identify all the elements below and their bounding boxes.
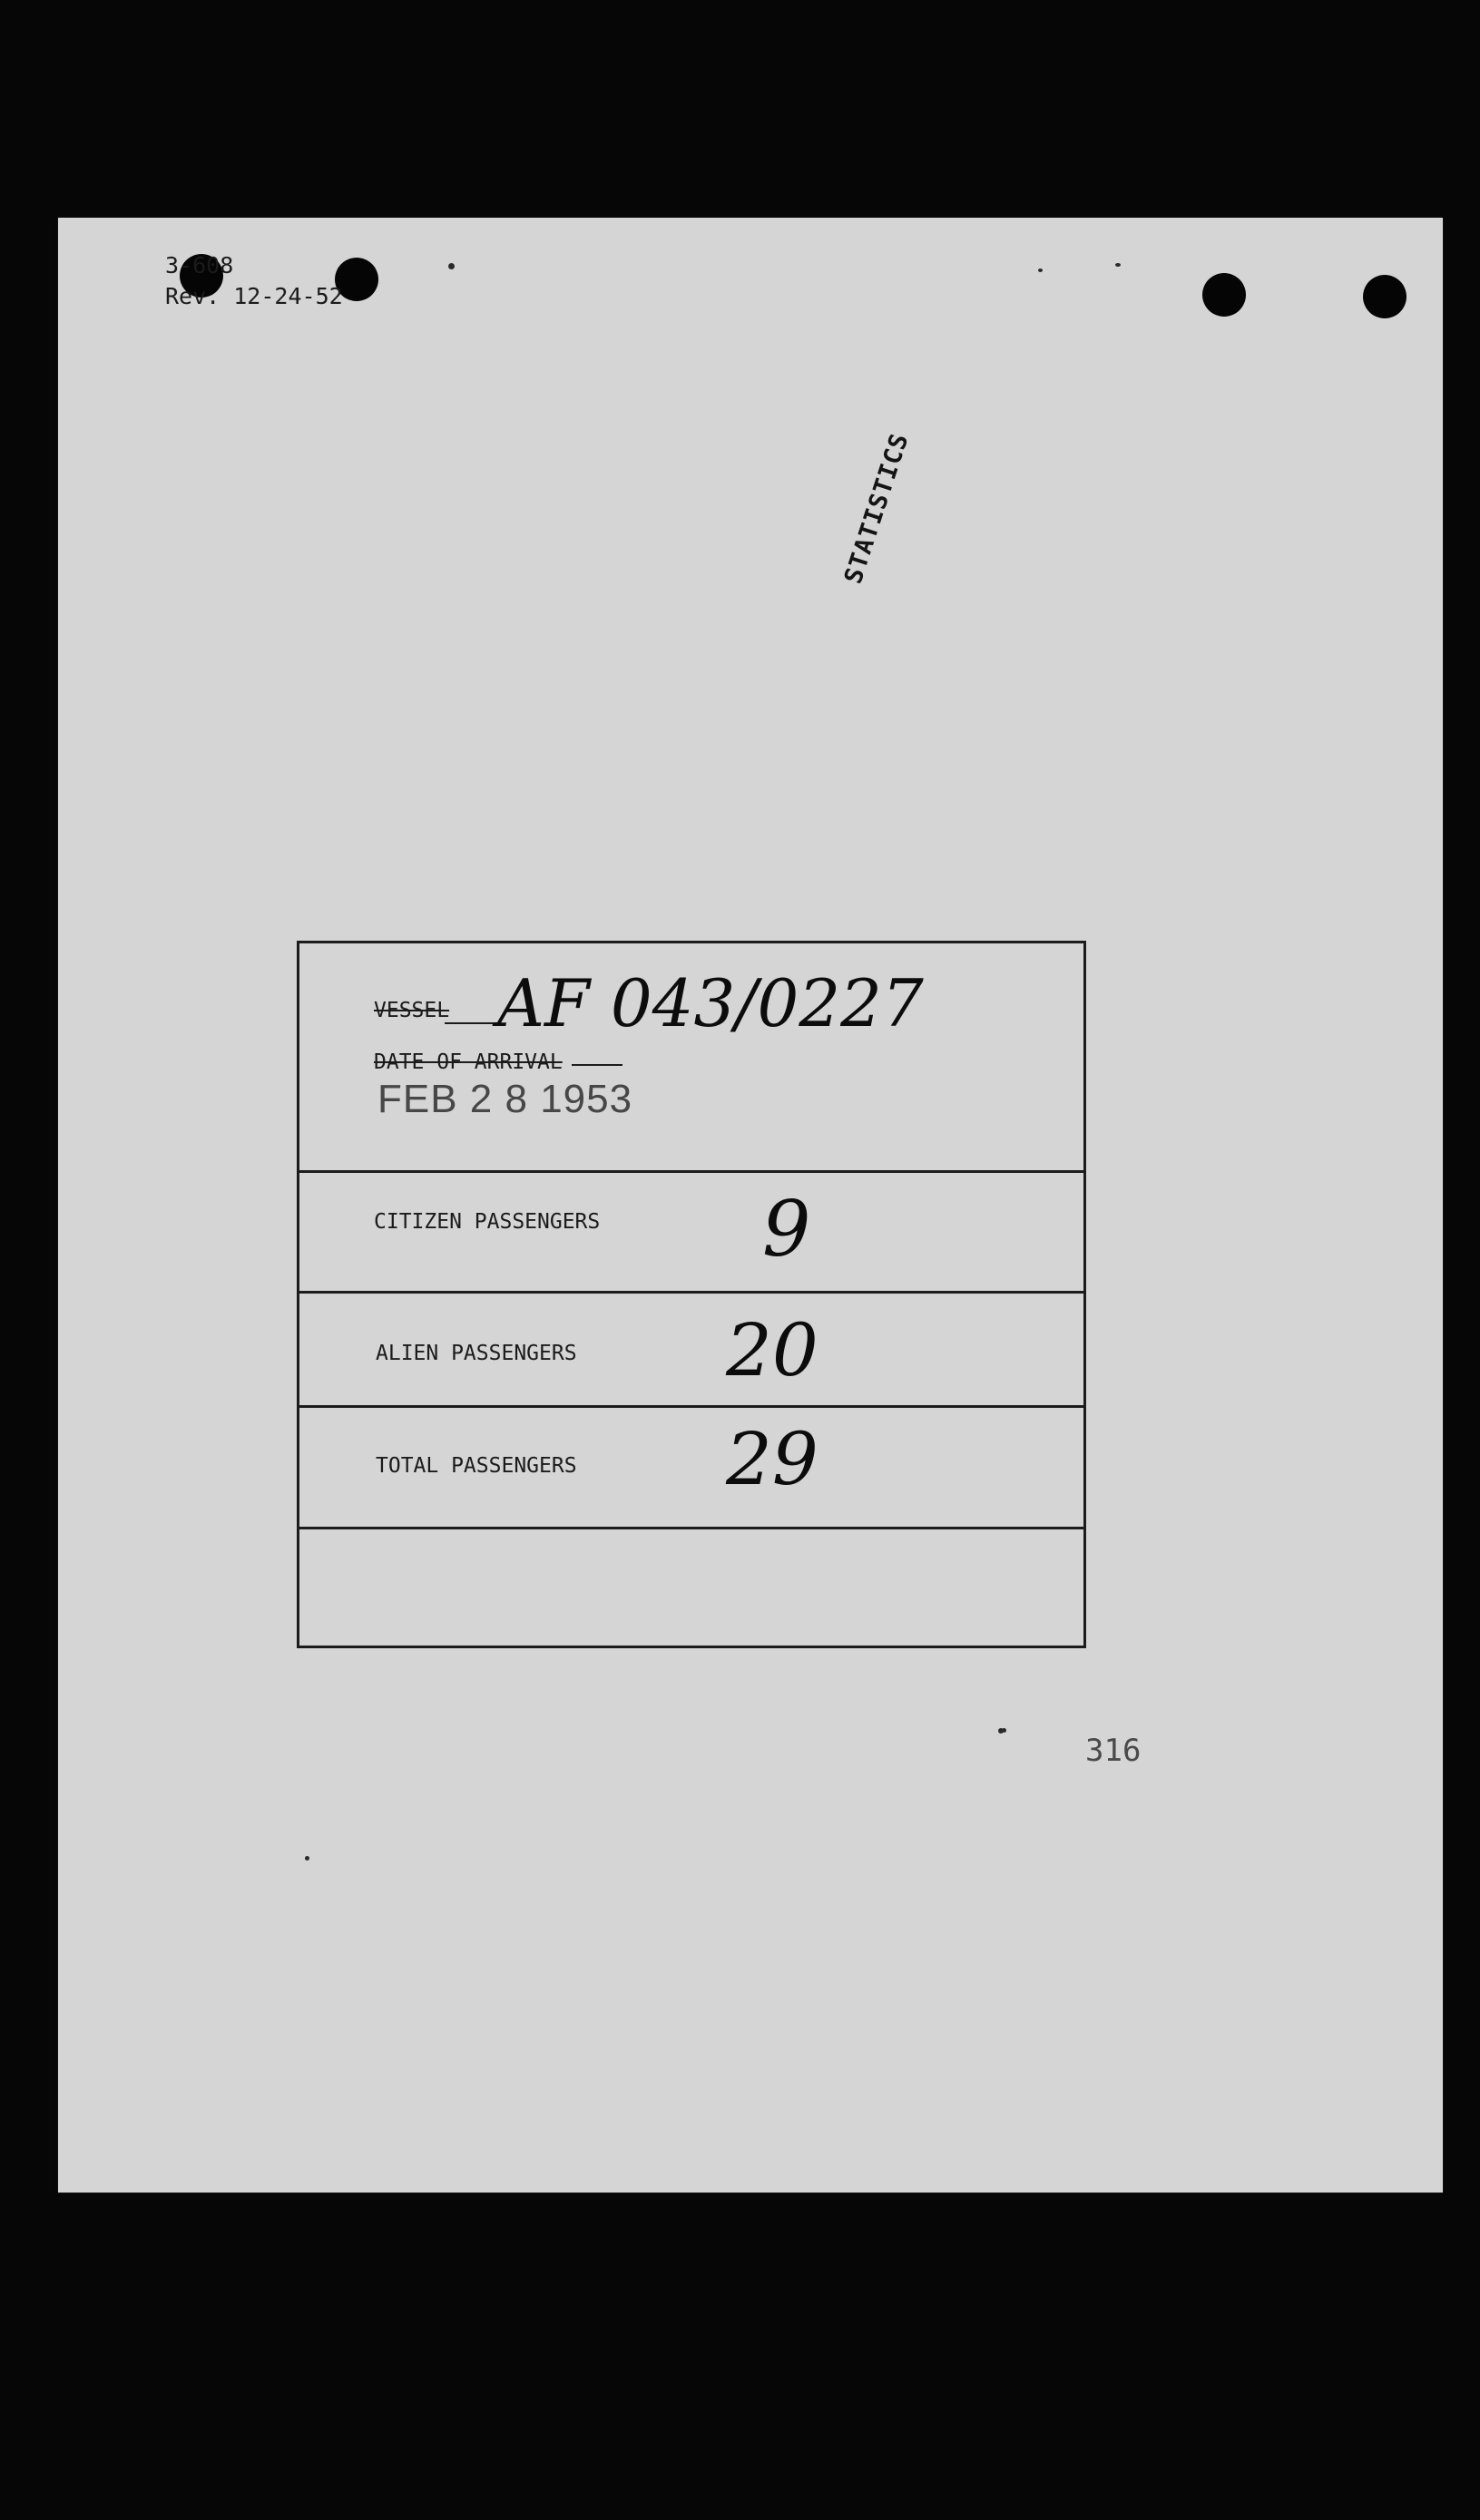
vessel-label: VESSEL: [374, 999, 450, 1022]
scan-speck: [1002, 1728, 1006, 1733]
form-divider: [299, 1405, 1083, 1408]
vessel-value: AF 043/0227: [497, 965, 924, 1041]
total-passengers-value: 29: [726, 1417, 818, 1501]
revision-date: Rev. 12-24-52: [165, 283, 343, 309]
statistics-stamp: STATISTICS: [838, 429, 915, 588]
scan-speck: [448, 263, 455, 269]
form-divider: [299, 1170, 1083, 1173]
alien-passengers-value: 20: [726, 1308, 818, 1392]
citizen-passengers-label: CITIZEN PASSENGERS: [374, 1210, 601, 1234]
arrival-date-stamp: FEB 2 8 1953: [377, 1077, 633, 1121]
date-of-arrival-label: DATE OF ARRIVAL: [374, 1050, 563, 1074]
form-number: 3-608: [165, 252, 234, 278]
form-divider: [299, 1527, 1083, 1529]
citizen-passengers-value: 9: [762, 1185, 811, 1274]
passenger-form-box: [297, 941, 1086, 1648]
scan-speck: [1115, 263, 1121, 267]
form-divider: [299, 1291, 1083, 1294]
punch-hole-4: [1363, 275, 1406, 318]
vessel-underline: [445, 1022, 499, 1024]
total-passengers-label: TOTAL PASSENGERS: [376, 1454, 577, 1478]
punch-hole-3: [1202, 273, 1246, 317]
page-number: 316: [1085, 1733, 1142, 1769]
scan-speck: [1038, 269, 1043, 272]
scan-speck: [305, 1856, 309, 1861]
date-underline: [572, 1064, 622, 1066]
alien-passengers-label: ALIEN PASSENGERS: [376, 1342, 577, 1365]
